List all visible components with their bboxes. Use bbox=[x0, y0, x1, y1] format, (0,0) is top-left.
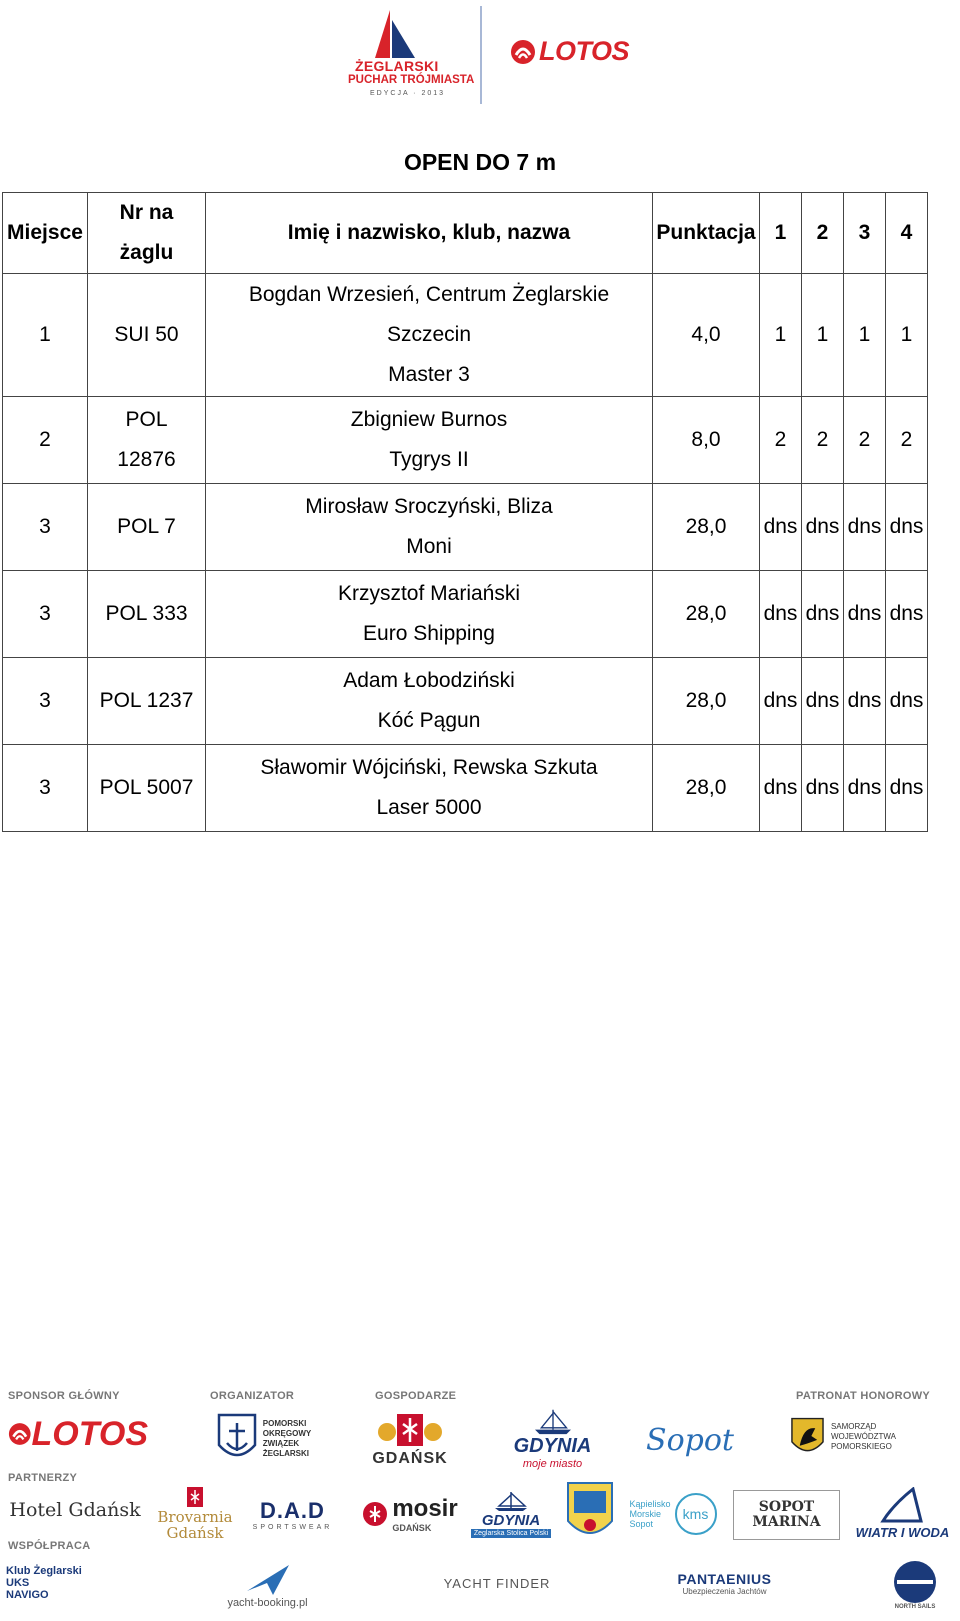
gdynia-sail-logo bbox=[470, 1482, 552, 1546]
label-partners: PARTNERZY bbox=[8, 1472, 78, 1484]
table-row bbox=[3, 745, 928, 832]
cell-place: 1 bbox=[3, 274, 88, 397]
label-patron: PATRONAT HONOROWY bbox=[796, 1390, 931, 1402]
cell-name: Adam Łobodziński Kóć Pągun bbox=[206, 658, 653, 745]
header-race-2: 2 bbox=[802, 193, 844, 274]
dad-text: D.A.D bbox=[260, 1497, 325, 1523]
mosir-subtext: GDAŃSK bbox=[392, 1523, 432, 1533]
gdansk-logo bbox=[370, 1408, 450, 1470]
mosir-icon bbox=[362, 1501, 388, 1527]
cell-race-4: 2 bbox=[886, 397, 928, 484]
cell-race-1: dns bbox=[760, 571, 802, 658]
lotos-flower-icon bbox=[510, 39, 536, 65]
cell-name: Bogdan Wrzesień, Centrum Żeglarskie Szczecin Master 3 bbox=[206, 274, 653, 397]
navigo-logo bbox=[6, 1558, 86, 1608]
header-race-3: 3 bbox=[844, 193, 886, 274]
sopot-marina-logo bbox=[733, 1490, 840, 1540]
cell-race-3: dns bbox=[844, 745, 886, 832]
cell-points: 4,0 bbox=[653, 274, 760, 397]
sponsors-footer bbox=[0, 1390, 960, 1621]
cell-sail: POL 5007 bbox=[88, 745, 206, 832]
event-edition: EDYCJA · 2013 bbox=[370, 90, 446, 97]
cell-name: Krzysztof Mariański Euro Shipping bbox=[206, 571, 653, 658]
cell-race-1: 1 bbox=[760, 274, 802, 397]
table-row bbox=[3, 274, 928, 397]
ship-icon bbox=[528, 1408, 578, 1435]
gdynia-sail-subtext: Żeglarska Stolica Polski bbox=[471, 1529, 551, 1538]
lotos-flower-icon bbox=[8, 1417, 32, 1451]
header-name: Imię i nazwisko, klub, nazwa bbox=[206, 193, 653, 274]
cell-name: Sławomir Wójciński, Rewska Szkuta Laser 5000 bbox=[206, 745, 653, 832]
navigo-text: Klub Żeglarski UKS NAVIGO bbox=[6, 1565, 82, 1601]
label-main-sponsor: SPONSOR GŁÓWNY bbox=[8, 1390, 120, 1402]
lotos-sponsor-logo bbox=[8, 1410, 148, 1458]
cell-sail: POL 7 bbox=[88, 484, 206, 571]
arrow-sail-icon bbox=[243, 1561, 293, 1597]
cell-place: 3 bbox=[3, 745, 88, 832]
sail-logo-icon bbox=[345, 6, 470, 102]
yacht-finder-text: YACHT FINDER bbox=[443, 1575, 551, 1591]
brovarnia-text: Brovarnia Gdańsk bbox=[157, 1508, 233, 1542]
cell-points: 28,0 bbox=[653, 571, 760, 658]
sopot-marina-text: SOPOT MARINA bbox=[752, 1499, 821, 1530]
cell-race-3: dns bbox=[844, 484, 886, 571]
samorzad-logo bbox=[790, 1412, 955, 1462]
hotel-gdansk-text: Hotel Gdańsk bbox=[9, 1499, 141, 1521]
sopot-text: Sopot bbox=[646, 1422, 734, 1458]
organizer-logo bbox=[208, 1408, 318, 1470]
sail-icon bbox=[873, 1487, 933, 1525]
table-header-row bbox=[3, 193, 928, 274]
header-divider bbox=[480, 6, 482, 104]
kms-logo bbox=[628, 1490, 718, 1538]
cell-points: 28,0 bbox=[653, 745, 760, 832]
cell-place: 3 bbox=[3, 658, 88, 745]
north-sails-logo bbox=[885, 1555, 945, 1615]
organizer-name: POMORSKI OKRĘGOWY ZWIĄZEK ŻEGLARSKI bbox=[262, 1419, 312, 1458]
event-subname: PUCHAR TRÓJMIASTA bbox=[348, 74, 475, 86]
griffin-crest-icon bbox=[790, 1416, 825, 1458]
cell-race-1: 2 bbox=[760, 397, 802, 484]
gdynia-subtext: moje miasto bbox=[522, 1458, 583, 1470]
header-race-4: 4 bbox=[886, 193, 928, 274]
cell-race-4: dns bbox=[886, 484, 928, 571]
north-sails-text: NORTH SAILS bbox=[894, 1604, 936, 1610]
cell-race-2: dns bbox=[802, 745, 844, 832]
table-row bbox=[3, 484, 928, 571]
cell-race-1: dns bbox=[760, 658, 802, 745]
header-sail-number: Nr na żaglu bbox=[88, 193, 206, 274]
cell-race-1: dns bbox=[760, 745, 802, 832]
gdynia-sail-text: GDYNIA bbox=[481, 1512, 541, 1529]
gdansk-crest-icon bbox=[375, 1410, 445, 1450]
cell-race-4: dns bbox=[886, 745, 928, 832]
gdynia-logo bbox=[505, 1408, 600, 1470]
brovarnia-crest-icon bbox=[184, 1485, 206, 1509]
mosir-sopot-crest bbox=[565, 1480, 615, 1546]
cell-race-3: dns bbox=[844, 658, 886, 745]
lotos-logo bbox=[510, 36, 629, 67]
cell-points: 28,0 bbox=[653, 484, 760, 571]
hotel-gdansk-logo bbox=[5, 1490, 145, 1530]
kms-text: kms bbox=[675, 1493, 717, 1535]
cell-race-2: 1 bbox=[802, 274, 844, 397]
sopot-crest-icon bbox=[566, 1481, 614, 1545]
cell-race-2: dns bbox=[802, 484, 844, 571]
label-hosts: GOSPODARZE bbox=[375, 1390, 457, 1402]
event-name: ŻEGLARSKI bbox=[355, 58, 439, 74]
yacht-finder-logo bbox=[432, 1565, 562, 1601]
table-row bbox=[3, 658, 928, 745]
header-race-1: 1 bbox=[760, 193, 802, 274]
lotos-sponsor-text: LOTOS bbox=[31, 1414, 148, 1453]
table-row bbox=[3, 571, 928, 658]
yacht-booking-logo bbox=[215, 1552, 320, 1618]
header-place: Miejsce bbox=[3, 193, 88, 274]
wiatr-i-woda-logo bbox=[850, 1480, 955, 1546]
cell-race-2: dns bbox=[802, 658, 844, 745]
lotos-text: LOTOS bbox=[539, 36, 630, 66]
cell-race-3: dns bbox=[844, 571, 886, 658]
cell-sail: POL 12876 bbox=[88, 397, 206, 484]
cell-sail: POL 1237 bbox=[88, 658, 206, 745]
anchor-crest-icon bbox=[215, 1411, 259, 1467]
cell-race-4: dns bbox=[886, 571, 928, 658]
page-title: OPEN DO 7 m bbox=[403, 149, 557, 175]
kapielisko-text: Kąpielisko Morskie Sopot bbox=[629, 1499, 671, 1529]
pantaenius-text: PANTAENIUS bbox=[677, 1570, 772, 1587]
cell-race-2: 2 bbox=[802, 397, 844, 484]
cell-place: 3 bbox=[3, 484, 88, 571]
gdynia-text: GDYNIA bbox=[513, 1435, 592, 1457]
header-logos bbox=[0, 0, 960, 110]
cell-race-4: 1 bbox=[886, 274, 928, 397]
cell-race-1: dns bbox=[760, 484, 802, 571]
samorzad-text: SAMORZĄD WOJEWÓDZTWA POMORSKIEGO bbox=[830, 1422, 896, 1451]
mosir-logo bbox=[360, 1490, 460, 1538]
gdansk-text: GDAŃSK bbox=[372, 1450, 448, 1467]
dad-subtext: SPORTSWEAR bbox=[252, 1523, 333, 1531]
sailboat-icon bbox=[491, 1490, 531, 1512]
cell-race-4: dns bbox=[886, 658, 928, 745]
brovarnia-logo bbox=[155, 1482, 235, 1544]
yacht-booking-text: yacht-booking.pl bbox=[227, 1597, 308, 1609]
cell-name: Zbigniew Burnos Tygrys II bbox=[206, 397, 653, 484]
cell-race-2: dns bbox=[802, 571, 844, 658]
header-points: Punktacja bbox=[653, 193, 760, 274]
dad-logo bbox=[245, 1490, 340, 1538]
cell-race-3: 1 bbox=[844, 274, 886, 397]
label-organizer: ORGANIZATOR bbox=[210, 1390, 295, 1402]
sopot-logo bbox=[646, 1415, 734, 1465]
cell-sail: POL 333 bbox=[88, 571, 206, 658]
cell-sail: SUI 50 bbox=[88, 274, 206, 397]
cell-place: 3 bbox=[3, 571, 88, 658]
cell-place: 2 bbox=[3, 397, 88, 484]
table-row bbox=[3, 397, 928, 484]
cell-points: 28,0 bbox=[653, 658, 760, 745]
cell-name: Mirosław Sroczyński, Bliza Moni bbox=[206, 484, 653, 571]
north-sails-icon bbox=[893, 1560, 937, 1604]
label-cooperation: WSPÓŁPRACA bbox=[8, 1540, 91, 1552]
wiatr-text: WIATR I WODA bbox=[855, 1524, 950, 1540]
cell-race-3: 2 bbox=[844, 397, 886, 484]
cell-points: 8,0 bbox=[653, 397, 760, 484]
pantaenius-subtext: Ubezpieczenia Jachtów bbox=[682, 1586, 767, 1596]
mosir-text: mosir bbox=[392, 1495, 458, 1522]
pantaenius-logo bbox=[662, 1558, 787, 1608]
results-table bbox=[2, 192, 928, 832]
